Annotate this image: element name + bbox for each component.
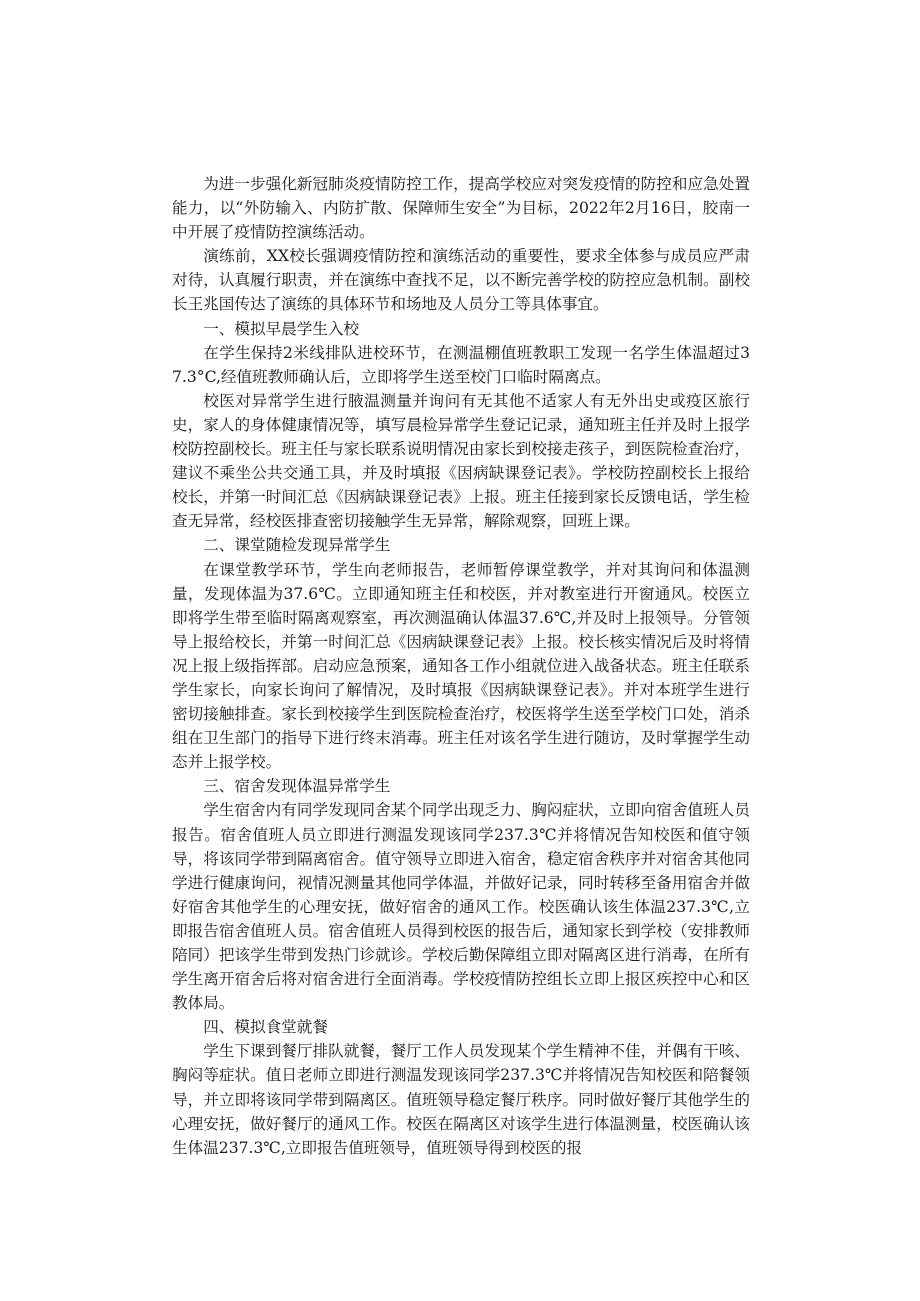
section-heading-1: 一、模拟早晨学生入校 (203, 319, 360, 338)
paragraph-school-doctor: 校医对异常学生进行腋温测量并询问有无其他不适家人有无外出史或疫区旅行史，家人的身体健康情况等，填写晨检异常学生登记记录，通知班主任并及时上报学校防控副校长。班主任与家长联系说明情况由家长到校接走孩子，到医院检查治疗，建议不乘坐公共交通工具，并及时填报《因病缺课登记表》。学校防控副校长上报给校长，并第一时间汇总《因病缺课登记表》上报。班主任接到家长反馈电话，学生检查无异常，经校医排查密切接触学生无异常，解除观察，回班上课。 (172, 391, 750, 531)
section-heading-2: 二、课堂随检发现异常学生 (203, 536, 391, 555)
section-heading-3: 三、宿舍发现体温异常学生 (203, 777, 391, 796)
document-body (172, 172, 750, 1160)
paragraph-classroom: 在课堂教学环节，学生向老师报告，老师暂停课堂教学，并对其询问和体温测量，发现体温为37.6℃。立即通知班主任和校医，并对教室进行开窗通风。校医立即将学生带至临时隔离观察室，再次测温确认体温37.6℃,并及时上报领导。分管领导上报给校长，并第一时间汇总《因病缺课登记表》上报。校长核实情况后及时将情况上报上级指挥部。启动应急预案，通知各工作小组就位进入战备状态。班主任联系学生家长，向家长询问了解情况，及时填报《因病缺课登记表》。并对本班学生进行密切接触排查。家长到校接学生到医院检查治疗，校医将学生送至学校门口处，消杀组在卫生部门的指导下进行终末消毒。班主任对该名学生进行随访，及时掌握学生动态并上报学校。 (172, 560, 750, 772)
paragraph-morning-entry: 在学生保持2米线排队进校环节，在测温棚值班教职工发现一名学生体温超过37.3°C,经值班教师确认后，立即将学生送至校门口临时隔离点。 (172, 343, 750, 386)
paragraph-canteen: 学生下课到餐厅排队就餐，餐厅工作人员发现某个学生精神不佳，并偶有干咳、胸闷等症状。值日老师立即进行测温发现该同学237.3℃并将情况告知校医和陪餐领导，并立即将该同学带到隔离区。值班领导稳定餐厅秩序。同时做好餐厅其他学生的心理安抚，做好餐厅的通风工作。校医在隔离区对该学生进行体温测量，校医确认该生体温237.3℃,立即报告值班领导，值班领导得到校医的报 (172, 1042, 750, 1157)
paragraph-pre-drill: 演练前，XX校长强调疫情防控和演练活动的重要性，要求全体参与成员应严肃对待，认真履行职责，并在演练中查找不足，以不断完善学校的防控应急机制。副校长王兆国传达了演练的具体环节和场地及人员分工等具体事宜。 (172, 247, 750, 314)
section-heading-4: 四、模拟食堂就餐 (203, 1018, 328, 1037)
paragraph-intro: 为进一步强化新冠肺炎疫情防控工作，提高学校应对突发疫情的防控和应急处置能力，以“外防输入、内防扩散、保障师生安全”为目标，2022年2月16日，胶南一中开展了疫情防控演练活动。 (172, 175, 750, 242)
paragraph-dormitory: 学生宿舍内有同学发现同舍某个同学出现乏力、胸闷症状，立即向宿舍值班人员报告。宿舍值班人员立即进行测温发现该同学237.3℃并将情况告知校医和值守领导，将该同学带到隔离宿舍。值守领导立即进入宿舍，稳定宿舍秩序并对宿舍其他同学进行健康询问，视情况测量其他同学体温，并做好记录，同时转移至备用宿舍并做好宿舍其他学生的心理安抚，做好宿舍的通风工作。校医确认该生体温237.3℃,立即报告宿舍值班人员。宿舍值班人员得到校医的报告后，通知家长到学校（安排教师陪同）把该学生带到发热门诊就诊。学校后勤保障组立即对隔离区进行消毒，在所有学生离开宿舍后将对宿舍进行全面消毒。学校疫情防控组长立即上报区疾控中心和区教体局。 (172, 801, 750, 1013)
